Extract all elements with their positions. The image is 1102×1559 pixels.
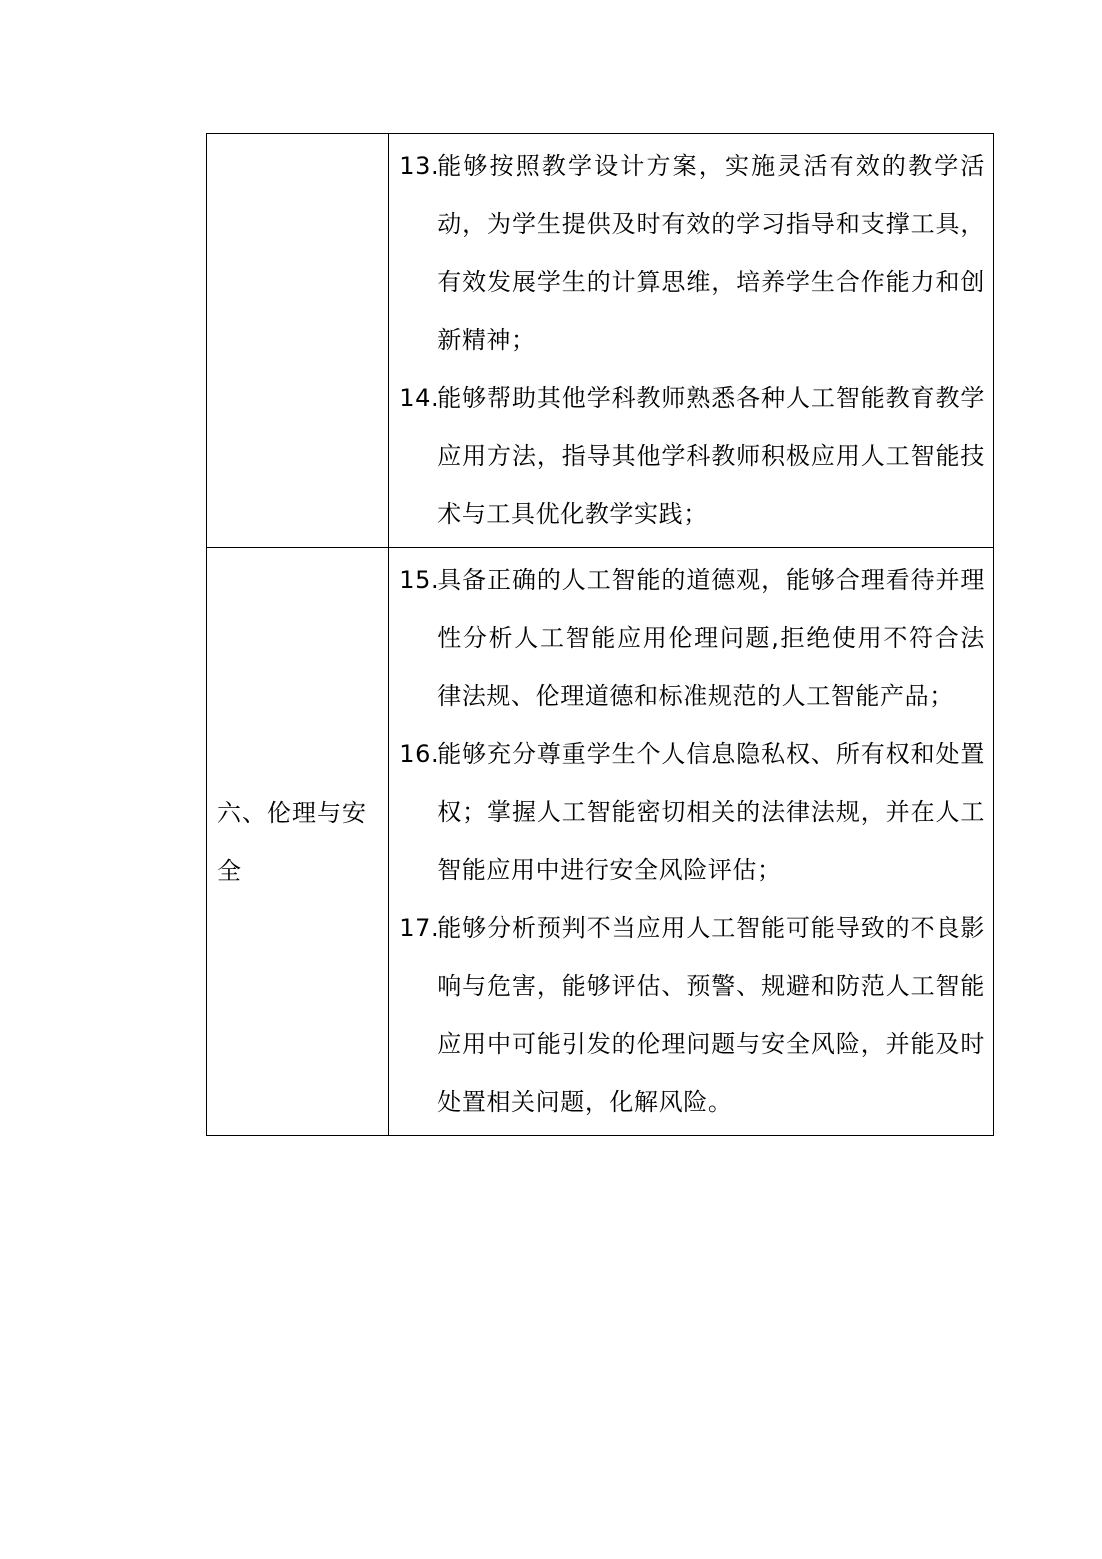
list-item [399, 899, 985, 1131]
item-text: 能够充分尊重学生个人信息隐私权、所有权和处置权；掌握人工智能密切相关的法律法规，并在人工智能应用中进行安全风险评估； [437, 740, 985, 884]
category-cell [207, 548, 389, 1136]
content-cell [389, 134, 994, 548]
competency-table [206, 133, 994, 1136]
item-number: 13. [399, 152, 440, 180]
list-item [399, 137, 985, 369]
content-cell [389, 548, 994, 1136]
list-item [399, 551, 985, 725]
table-row [207, 548, 994, 1136]
item-number: 17. [399, 914, 440, 942]
list-item [399, 725, 985, 899]
table-row [207, 134, 994, 548]
item-text: 能够分析预判不当应用人工智能可能导致的不良影响与危害，能够评估、预警、规避和防范人工智能应用中可能引发的伦理问题与安全风险，并能及时处置相关问题，化解风险。 [437, 914, 985, 1116]
item-number: 15. [399, 566, 440, 594]
item-text: 能够按照教学设计方案，实施灵活有效的教学活动，为学生提供及时有效的学习指导和支撑工具，有效发展学生的计算思维，培养学生合作能力和创新精神； [437, 152, 985, 354]
item-text: 能够帮助其他学科教师熟悉各种人工智能教育教学应用方法，指导其他学科教师积极应用人工智能技术与工具优化教学实践； [437, 384, 985, 528]
item-number: 16. [399, 740, 440, 768]
list-item [399, 369, 985, 543]
category-label: 六、伦理与安全 [217, 798, 367, 885]
item-text: 具备正确的人工智能的道德观，能够合理看待并理性分析人工智能应用伦理问题,拒绝使用不符合法律法规、伦理道德和标准规范的人工智能产品； [437, 566, 985, 710]
item-number: 14. [399, 384, 440, 412]
category-cell [207, 134, 389, 548]
